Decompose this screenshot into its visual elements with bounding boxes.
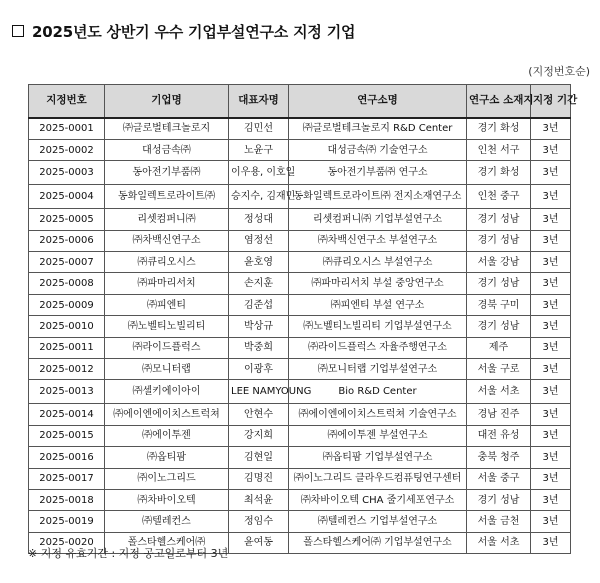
- cell-company: ㈜에이엔에이치스트럭쳐: [105, 404, 229, 425]
- cell-lab: ㈜텔레컨스 기업부설연구소: [289, 511, 467, 532]
- cell-ceo: 윤여동: [229, 532, 289, 553]
- cell-no: 2025-0016: [29, 447, 105, 468]
- table-row: [29, 161, 571, 185]
- cell-period: 3년: [531, 273, 571, 294]
- cell-company: ㈜차백신연구소: [105, 230, 229, 251]
- cell-no: 2025-0017: [29, 468, 105, 489]
- cell-company: 동아전기부품㈜: [105, 161, 229, 185]
- cell-no: 2025-0013: [29, 380, 105, 404]
- cell-company: 리셋컴퍼니㈜: [105, 209, 229, 230]
- cell-period: 3년: [531, 161, 571, 185]
- cell-ceo: 이광후: [229, 359, 289, 380]
- cell-location: 제주: [467, 337, 531, 358]
- cell-period: 3년: [531, 380, 571, 404]
- header-lab: 연구소명: [289, 85, 467, 119]
- cell-period: 3년: [531, 337, 571, 358]
- cell-no: 2025-0010: [29, 316, 105, 337]
- cell-location: 경기 성남: [467, 230, 531, 251]
- cell-lab: ㈜큐리오시스 부설연구소: [289, 252, 467, 273]
- cell-location: 경기 성남: [467, 209, 531, 230]
- designation-table: [28, 84, 578, 554]
- cell-company: ㈜노벨티노빌리티: [105, 316, 229, 337]
- cell-location: 경북 구미: [467, 294, 531, 315]
- cell-ceo: 최석윤: [229, 489, 289, 510]
- cell-no: 2025-0005: [29, 209, 105, 230]
- footnote: ※ 지정 유효기간 : 지정 공고일로부터 3년: [28, 547, 229, 560]
- header-no: 지정번호: [29, 85, 105, 119]
- cell-period: 3년: [531, 230, 571, 251]
- cell-company: ㈜차바이오텍: [105, 489, 229, 510]
- cell-period: 3년: [531, 532, 571, 553]
- cell-no: 2025-0002: [29, 139, 105, 160]
- cell-lab: ㈜에이투젠 부설연구소: [289, 425, 467, 446]
- table-row: [29, 380, 571, 404]
- cell-lab: ㈜차백신연구소 부설연구소: [289, 230, 467, 251]
- cell-no: 2025-0015: [29, 425, 105, 446]
- table-row: [29, 252, 571, 273]
- cell-location: 인천 서구: [467, 139, 531, 160]
- cell-lab: ㈜노벨티노빌리티 기업부설연구소: [289, 316, 467, 337]
- cell-ceo: 김민선: [229, 118, 289, 139]
- cell-lab: ㈜이노그리드 클라우드컴퓨팅연구센터: [289, 468, 467, 489]
- cell-period: 3년: [531, 425, 571, 446]
- table-row: [29, 230, 571, 251]
- cell-period: 3년: [531, 404, 571, 425]
- checkbox-icon: [12, 25, 24, 37]
- cell-location: 서울 강남: [467, 252, 531, 273]
- cell-location: 경남 진주: [467, 404, 531, 425]
- cell-ceo: 염정선: [229, 230, 289, 251]
- cell-no: 2025-0020: [29, 532, 105, 553]
- cell-ceo: 윤호영: [229, 252, 289, 273]
- cell-ceo: 박중희: [229, 337, 289, 358]
- cell-ceo: 김명진: [229, 468, 289, 489]
- table-row: [29, 489, 571, 510]
- cell-no: 2025-0008: [29, 273, 105, 294]
- cell-company: ㈜텔레컨스: [105, 511, 229, 532]
- cell-company: ㈜큐리오시스: [105, 252, 229, 273]
- cell-location: 경기 성남: [467, 273, 531, 294]
- cell-lab: ㈜차바이오텍 CHA 줄기세포연구소: [289, 489, 467, 510]
- cell-company: ㈜글로벌테크놀로지: [105, 118, 229, 139]
- table-body: [29, 118, 571, 554]
- table-row: [29, 118, 571, 139]
- cell-company: ㈜셀키에이아이: [105, 380, 229, 404]
- cell-ceo: LEE NAMYOUNG: [229, 380, 289, 404]
- cell-company: ㈜모니터랩: [105, 359, 229, 380]
- cell-ceo: 안현수: [229, 404, 289, 425]
- cell-ceo: 정성대: [229, 209, 289, 230]
- cell-no: 2025-0007: [29, 252, 105, 273]
- table-row: [29, 468, 571, 489]
- cell-no: 2025-0004: [29, 185, 105, 209]
- cell-company: ㈜라이드플럭스: [105, 337, 229, 358]
- table-row: [29, 209, 571, 230]
- cell-period: 3년: [531, 185, 571, 209]
- cell-location: 경기 성남: [467, 316, 531, 337]
- cell-no: 2025-0001: [29, 118, 105, 139]
- table-row: [29, 511, 571, 532]
- table-row: [29, 447, 571, 468]
- cell-lab: ㈜에이엔에이치스트럭쳐 기술연구소: [289, 404, 467, 425]
- cell-ceo: 강지희: [229, 425, 289, 446]
- cell-period: 3년: [531, 489, 571, 510]
- cell-lab: 동아전기부품㈜ 연구소: [289, 161, 467, 185]
- cell-ceo: 노윤구: [229, 139, 289, 160]
- table-row: [29, 139, 571, 160]
- cell-lab: 리셋컴퍼니㈜ 기업부설연구소: [289, 209, 467, 230]
- cell-lab: ㈜모니터랩 기업부설연구소: [289, 359, 467, 380]
- cell-location: 대전 유성: [467, 425, 531, 446]
- table-row: [29, 316, 571, 337]
- cell-period: 3년: [531, 468, 571, 489]
- cell-lab: ㈜피엔티 부설 연구소: [289, 294, 467, 315]
- cell-company: ㈜피엔티: [105, 294, 229, 315]
- table-row: [29, 425, 571, 446]
- cell-company: ㈜파마리서치: [105, 273, 229, 294]
- cell-location: 서울 서초: [467, 532, 531, 553]
- header-location: 연구소 소재지: [467, 85, 531, 119]
- table-row: [29, 273, 571, 294]
- cell-period: 3년: [531, 316, 571, 337]
- cell-lab: 대성금속㈜ 기술연구소: [289, 139, 467, 160]
- cell-ceo: 김현일: [229, 447, 289, 468]
- cell-no: 2025-0009: [29, 294, 105, 315]
- cell-no: 2025-0011: [29, 337, 105, 358]
- table-row: [29, 185, 571, 209]
- cell-period: 3년: [531, 447, 571, 468]
- cell-lab: Bio R&D Center: [289, 380, 467, 404]
- cell-location: 경기 화성: [467, 161, 531, 185]
- table-row: [29, 404, 571, 425]
- cell-ceo: 이우용, 이호일: [229, 161, 289, 185]
- cell-no: 2025-0019: [29, 511, 105, 532]
- table-row: [29, 359, 571, 380]
- order-note: (지정번호순): [528, 65, 590, 78]
- cell-company: 폴스타헬스케어㈜: [105, 532, 229, 553]
- cell-ceo: 박상규: [229, 316, 289, 337]
- cell-ceo: 손지훈: [229, 273, 289, 294]
- cell-no: 2025-0012: [29, 359, 105, 380]
- cell-location: 경기 성남: [467, 489, 531, 510]
- header-company: 기업명: [105, 85, 229, 119]
- cell-lab: 폴스타헬스케어㈜ 기업부설연구소: [289, 532, 467, 553]
- header-ceo: 대표자명: [229, 85, 289, 119]
- cell-ceo: 김준섭: [229, 294, 289, 315]
- table-row: [29, 294, 571, 315]
- table-header-row: [29, 85, 571, 119]
- cell-location: 서울 구로: [467, 359, 531, 380]
- table-row: [29, 337, 571, 358]
- cell-company: 동화일렉트로라이트㈜: [105, 185, 229, 209]
- header-period: 지정 기간: [531, 85, 571, 119]
- page-title: 2025년도 상반기 우수 기업부설연구소 지정 기업: [32, 22, 356, 41]
- cell-location: 인천 중구: [467, 185, 531, 209]
- cell-period: 3년: [531, 139, 571, 160]
- cell-period: 3년: [531, 118, 571, 139]
- cell-no: 2025-0014: [29, 404, 105, 425]
- cell-no: 2025-0006: [29, 230, 105, 251]
- cell-company: ㈜이노그리드: [105, 468, 229, 489]
- cell-period: 3년: [531, 209, 571, 230]
- cell-company: 대성금속㈜: [105, 139, 229, 160]
- cell-location: 서울 중구: [467, 468, 531, 489]
- cell-lab: ㈜옵티팜 기업부설연구소: [289, 447, 467, 468]
- cell-ceo: 정임수: [229, 511, 289, 532]
- cell-no: 2025-0018: [29, 489, 105, 510]
- cell-no: 2025-0003: [29, 161, 105, 185]
- cell-location: 충북 청주: [467, 447, 531, 468]
- title-row: [12, 20, 355, 42]
- cell-ceo: 승지수, 김재민: [229, 185, 289, 209]
- cell-period: 3년: [531, 511, 571, 532]
- cell-location: 서울 금천: [467, 511, 531, 532]
- cell-period: 3년: [531, 294, 571, 315]
- cell-location: 경기 화성: [467, 118, 531, 139]
- cell-company: ㈜옵티팜: [105, 447, 229, 468]
- cell-lab: ㈜라이드플럭스 자율주행연구소: [289, 337, 467, 358]
- cell-company: ㈜에이투젠: [105, 425, 229, 446]
- cell-period: 3년: [531, 252, 571, 273]
- cell-lab: 동화일렉트로라이트㈜ 전지소재연구소: [289, 185, 467, 209]
- cell-location: 서울 서초: [467, 380, 531, 404]
- cell-period: 3년: [531, 359, 571, 380]
- cell-lab: ㈜글로벌테크놀로지 R&D Center: [289, 118, 467, 139]
- cell-lab: ㈜파마리서치 부설 중앙연구소: [289, 273, 467, 294]
